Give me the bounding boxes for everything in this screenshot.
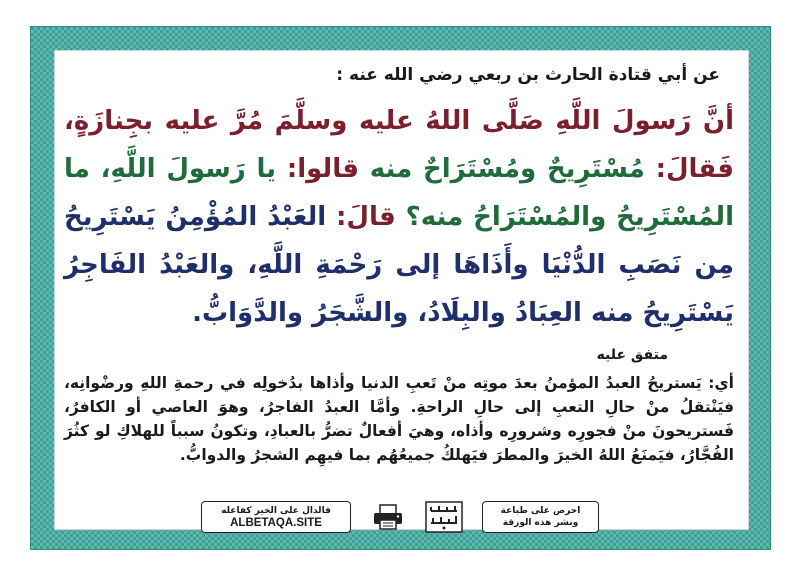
narrator-title: عن أبي قتادة الحارث بن ربعي رضي الله عنه : xyxy=(336,65,720,85)
footer-bar xyxy=(201,501,599,533)
site-badge-slogan: فالدال على الخير كفاعله xyxy=(221,506,331,516)
print-appeal-line-1: احرص على طباعة xyxy=(500,506,581,516)
hadith-reference: متفق عليه xyxy=(596,347,668,363)
hadith-part-2: مُسْتَرِيحٌ ومُسْتَرَاحٌ منه xyxy=(369,154,645,184)
hadith-part-6: العَبْدُ المُؤْمِنُ يَسْتَرِيحُ مِن نَصَبِ الدُّنْيَا وأَذَاهَا إلى رَحْمَةِ اللَّهِ، والعَبْدُ الفَاجِرُ يَسْتَرِيحُ منه العِبَادُ والبِلَادُ، والشَّجَرُ والدَّوَابُّ. xyxy=(64,202,734,328)
content-card xyxy=(54,50,749,530)
explanation-text: أي: يَستريحُ العبدُ المؤمنُ بعدَ موتِه منْ تَعبِ الدنيا وأذاها بدُخولِه في رحمةِ اللهِ ورضْوانِه، فيَنْتقلُ منْ حالِ التعبِ إلى حالِ الراحةِ. وأمَّا العبدُ الفاجرُ، وهوَ العاصي أو الكافرُ، فَستريحونَ منْ فجورِه وشرورِه وأذاه، وهيَ أفعالٌ تضرُّ بالعبادِ، وتكونُ سبباً للهلاكِ لو كثُرَ الفُجَّارُ، فيَمنَعُ اللهُ الخيرَ والمطرَ فيَهلكُ جميعُهُم بما فيهِم الشجرُ والدوابُّ. xyxy=(64,374,734,464)
hadith-part-5: قالَ: xyxy=(326,202,406,232)
site-url[interactable]: ALBETAQA.SITE xyxy=(230,517,322,529)
hadith-text xyxy=(64,97,734,337)
hadith-part-4: يا رَسولَ اللَّهِ، ما المُسْتَرِيحُ والمُسْتَرَاحُ منه؟ xyxy=(64,154,734,232)
albetaqa-logo xyxy=(424,501,464,533)
hadith-part-3: قالوا: xyxy=(276,154,370,184)
site-badge[interactable] xyxy=(201,501,351,533)
print-appeal-badge xyxy=(482,501,599,533)
print-appeal-line-2: ونشر هذه الورقة xyxy=(502,518,579,528)
printer-icon xyxy=(369,502,407,532)
hadith-part-1: أنَّ رَسولَ اللَّهِ صَلَّى اللهُ عليه وسلَّمَ مُرَّ عليه بجِنازَةٍ، فَقالَ: xyxy=(64,106,735,184)
